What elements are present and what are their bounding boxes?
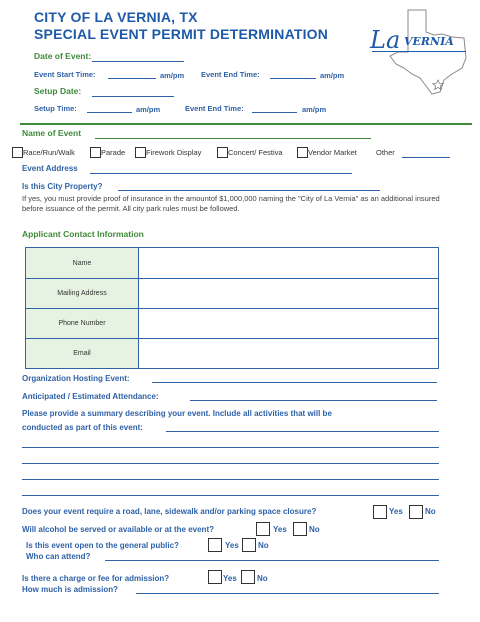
public-yes-label: Yes [225, 541, 239, 550]
table-row [26, 339, 439, 369]
la-vernia-logo [368, 8, 472, 98]
event-type-checkbox[interactable] [217, 147, 228, 158]
applicant-contact-table [25, 247, 439, 369]
public-no-checkbox[interactable] [242, 538, 256, 552]
contact-email-label: Email [26, 339, 139, 369]
attendance-field[interactable] [190, 400, 437, 401]
header-divider [20, 123, 472, 125]
public-yes-checkbox[interactable] [208, 538, 222, 552]
who-attend-field[interactable] [105, 560, 439, 561]
charge-yes-label: Yes [223, 574, 237, 583]
contact-phone-field[interactable] [139, 309, 439, 339]
page-title-line2: SPECIAL EVENT PERMIT DETERMINATION [34, 26, 329, 42]
setup-date-label: Setup Date: [34, 86, 82, 96]
alcohol-no-label: No [309, 525, 320, 534]
setup-time-field[interactable] [87, 112, 132, 113]
alcohol-no-checkbox[interactable] [293, 522, 307, 536]
attendance-label: Anticipated / Estimated Attendance: [22, 392, 159, 401]
am-pm-label: am/pm [160, 71, 185, 80]
logo-underline [372, 51, 466, 52]
contact-email-field[interactable] [139, 339, 439, 369]
setup-end-time-label: Event End Time: [185, 104, 244, 113]
charge-question: Is there a charge or fee for admission? [22, 574, 170, 583]
how-much-field[interactable] [136, 593, 439, 594]
event-type-label: Concert/ Festiva [228, 148, 283, 157]
city-property-field[interactable] [118, 190, 380, 191]
am-pm-label: am/pm [136, 105, 161, 114]
table-row [26, 248, 439, 279]
event-address-field[interactable] [90, 173, 352, 174]
event-start-time-label: Event Start Time: [34, 70, 96, 79]
event-type-label: Parade [101, 148, 126, 157]
summary-prompt-line2: conducted as part of this event: [22, 423, 143, 432]
alcohol-yes-checkbox[interactable] [256, 522, 270, 536]
closure-no-label: No [425, 507, 436, 516]
public-question: Is this event open to the general public? [26, 541, 179, 550]
closure-yes-label: Yes [389, 507, 403, 516]
summary-field-line[interactable] [22, 495, 439, 496]
summary-field-line[interactable] [22, 479, 439, 480]
logo-text-la: La [370, 26, 401, 54]
event-type-checkbox[interactable] [90, 147, 101, 158]
event-type-checkbox[interactable] [297, 147, 308, 158]
summary-prompt-line1: Please provide a summary describing your event. Include all activities that will be [22, 409, 332, 418]
alcohol-yes-label: Yes [273, 525, 287, 534]
name-of-event-field[interactable] [95, 138, 371, 139]
closure-question: Does your event require a road, lane, sidewalk and/or parking space closure? [22, 507, 317, 516]
alcohol-question: Will alcohol be served or available or at the event? [22, 525, 214, 534]
page-title-line1: CITY OF LA VERNIA, TX [34, 9, 198, 25]
charge-no-label: No [257, 574, 268, 583]
organization-label: Organization Hosting Event: [22, 374, 130, 383]
applicant-heading: Applicant Contact Information [22, 229, 144, 239]
who-attend-label: Who can attend? [26, 552, 91, 561]
date-of-event-field[interactable] [92, 61, 184, 62]
am-pm-label: am/pm [302, 105, 327, 114]
setup-time-label: Setup Time: [34, 104, 77, 113]
organization-field[interactable] [152, 382, 437, 383]
closure-yes-checkbox[interactable] [373, 505, 387, 519]
event-end-time-field[interactable] [270, 78, 316, 79]
city-property-label: Is this City Property? [22, 182, 103, 191]
closure-no-checkbox[interactable] [409, 505, 423, 519]
event-end-time-label: Event End Time: [201, 70, 260, 79]
event-start-time-field[interactable] [108, 78, 156, 79]
event-type-label: Race/Run/Walk [23, 148, 75, 157]
setup-end-time-field[interactable] [252, 112, 297, 113]
summary-field-line[interactable] [22, 463, 439, 464]
charge-yes-checkbox[interactable] [208, 570, 222, 584]
table-row [26, 309, 439, 339]
contact-name-label: Name [26, 248, 139, 279]
event-type-label: Firework Display [146, 148, 202, 157]
am-pm-label: am/pm [320, 71, 345, 80]
logo-text-vernia: VERNIA [404, 35, 454, 48]
insurance-note: If yes, you must provide proof of insurance in the amountof $1,000,000 naming the "City of La Vernia" as an additional insured before issuance of the permit. All city park rules must be followed. [22, 194, 440, 213]
date-of-event-label: Date of Event: [34, 51, 92, 61]
contact-mailing-address-field[interactable] [139, 279, 439, 309]
contact-name-field[interactable] [139, 248, 439, 279]
setup-date-field[interactable] [92, 96, 174, 97]
how-much-label: How much is admission? [22, 585, 119, 594]
public-no-label: No [258, 541, 269, 550]
summary-field-line[interactable] [166, 431, 439, 432]
event-type-other-field[interactable] [402, 157, 450, 158]
contact-phone-label: Phone Number [26, 309, 139, 339]
event-type-other-label: Other [376, 148, 395, 157]
charge-no-checkbox[interactable] [241, 570, 255, 584]
event-address-label: Event Address [22, 164, 78, 173]
summary-field-line[interactable] [22, 447, 439, 448]
table-row [26, 279, 439, 309]
event-type-checkbox[interactable] [12, 147, 23, 158]
name-of-event-label: Name of Event [22, 128, 82, 138]
event-type-label: Vendor Market [308, 148, 357, 157]
contact-mailing-address-label: Mailing Address [26, 279, 139, 309]
event-type-checkbox[interactable] [135, 147, 146, 158]
event-type-row [10, 146, 472, 159]
